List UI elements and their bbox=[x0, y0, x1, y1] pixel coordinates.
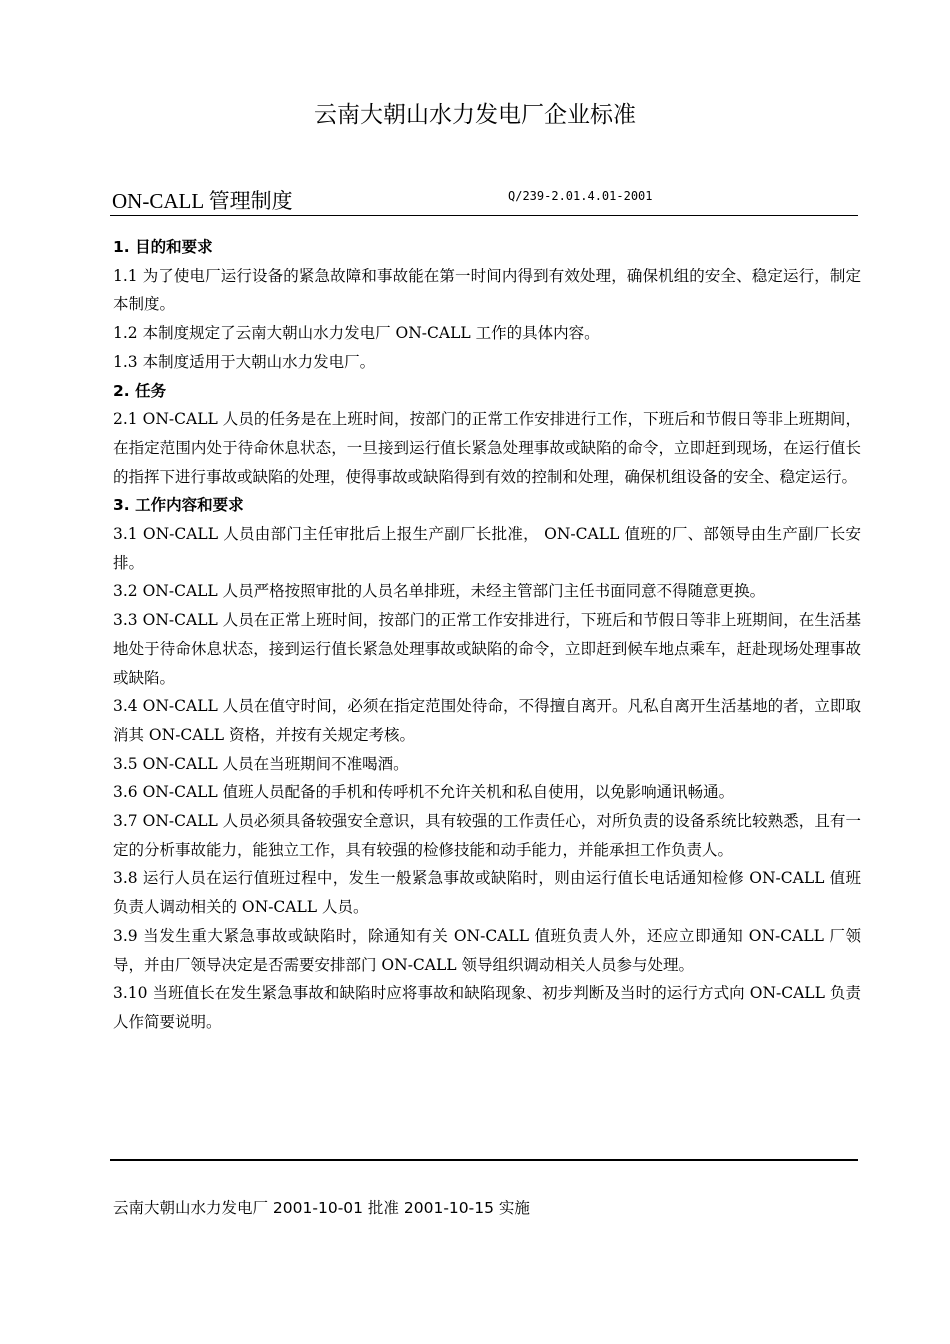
section-heading: 1. 目的和要求 bbox=[113, 238, 213, 256]
doc-title: ON-CALL 管理制度 bbox=[112, 189, 293, 213]
section-heading: 3. 工作内容和要求 bbox=[113, 496, 244, 515]
paragraph: 3.1 ON-CALL 人员由部门主任审批后上报生产副厂长批准， ON-CALL 值班的厂、部领导由生产副厂长安排。 bbox=[113, 525, 861, 572]
paragraph: 3.3 ON-CALL 人员在正常上班时间，按部门的正常工作安排进行，下班后和节假日等非上班期间，在生活基地处于待命休息状态，接到运行值长紧急处理事故或缺陷的命令，立即赶到候车地点乘车，赶赴现场处理事故或缺陷。 bbox=[113, 611, 861, 687]
paragraph: 3.2 ON-CALL 人员严格按照审批的人员名单排班，未经主管部门主任书面同意不得随意更换。 bbox=[113, 582, 766, 601]
org-standard-title: 云南大朝山水力发电厂企业标准 bbox=[314, 102, 636, 128]
paragraph: 3.9 当发生重大紧急事故或缺陷时，除通知有关 ON-CALL 值班负责人外，还应立即通知 ON-CALL 厂领导，并由厂领导决定是否需要安排部门 ON-CALL 领导组织调动相关人员参与处理。 bbox=[113, 926, 861, 974]
section-heading: 2. 任务 bbox=[113, 381, 167, 400]
paragraph: 3.7 ON-CALL 人员必须具备较强安全意识，具有较强的工作责任心，对所负责的设备系统比较熟悉，且有一定的分析事故能力，能独立工作，具有较强的检修技能和动手能力，并能承担工作负责人。 bbox=[113, 812, 861, 859]
document-body bbox=[113, 233, 861, 1037]
paragraph: 3.10 当班值长在发生紧急事故和缺陷时应将事故和缺陷现象、初步判断及当时的运行方式向 ON-CALL 负责人作简要说明。 bbox=[113, 984, 861, 1031]
paragraph: 2.1 ON-CALL 人员的任务是在上班时间，按部门的正常工作安排进行工作，下班后和节假日等非上班期间，在指定范围内处于待命休息状态，一旦接到运行值长紧急处理事故或缺陷的命令，立即赶到现场，在运行值长的指挥下进行事故或缺陷的处理，使得事故或缺陷得到有效的控制和处理，确保机组设备的安全、稳定运行。 bbox=[113, 410, 861, 486]
implementation-text: 2001-10-15 实施 bbox=[403, 1199, 530, 1217]
doc-code: Q/239-2.01.4.01-2001 bbox=[508, 189, 653, 203]
paragraph: 1.1 为了使电厂运行设备的紧急故障和事故能在第一时间内得到有效处理，确保机组的安全、稳定运行，制定本制度。 bbox=[113, 266, 861, 314]
header-rule bbox=[110, 215, 858, 216]
paragraph: 1.2 本制度规定了云南大朝山水力发电厂 ON-CALL 工作的具体内容。 bbox=[113, 324, 600, 343]
footer bbox=[113, 1185, 843, 1231]
approval-text: 云南大朝山水力发电厂 2001-10-01 批准 bbox=[113, 1199, 399, 1217]
paragraph: 1.3 本制度适用于大朝山水力发电厂。 bbox=[113, 352, 376, 371]
footer-rule bbox=[110, 1159, 858, 1161]
paragraph: 3.5 ON-CALL 人员在当班期间不准喝酒。 bbox=[113, 754, 409, 773]
paragraph: 3.8 运行人员在运行值班过程中，发生一般紧急事故或缺陷时，则由运行值长电话通知检修 ON-CALL 值班负责人调动相关的 ON-CALL 人员。 bbox=[113, 869, 861, 917]
paragraph: 3.4 ON-CALL 人员在值守时间，必须在指定范围处待命，不得擅自离开。凡私自离开生活基地的者，立即取消其 ON-CALL 资格，并按有关规定考核。 bbox=[113, 697, 861, 744]
paragraph: 3.6 ON-CALL 值班人员配备的手机和传呼机不允许关机和私自使用，以免影响通讯畅通。 bbox=[113, 783, 735, 802]
